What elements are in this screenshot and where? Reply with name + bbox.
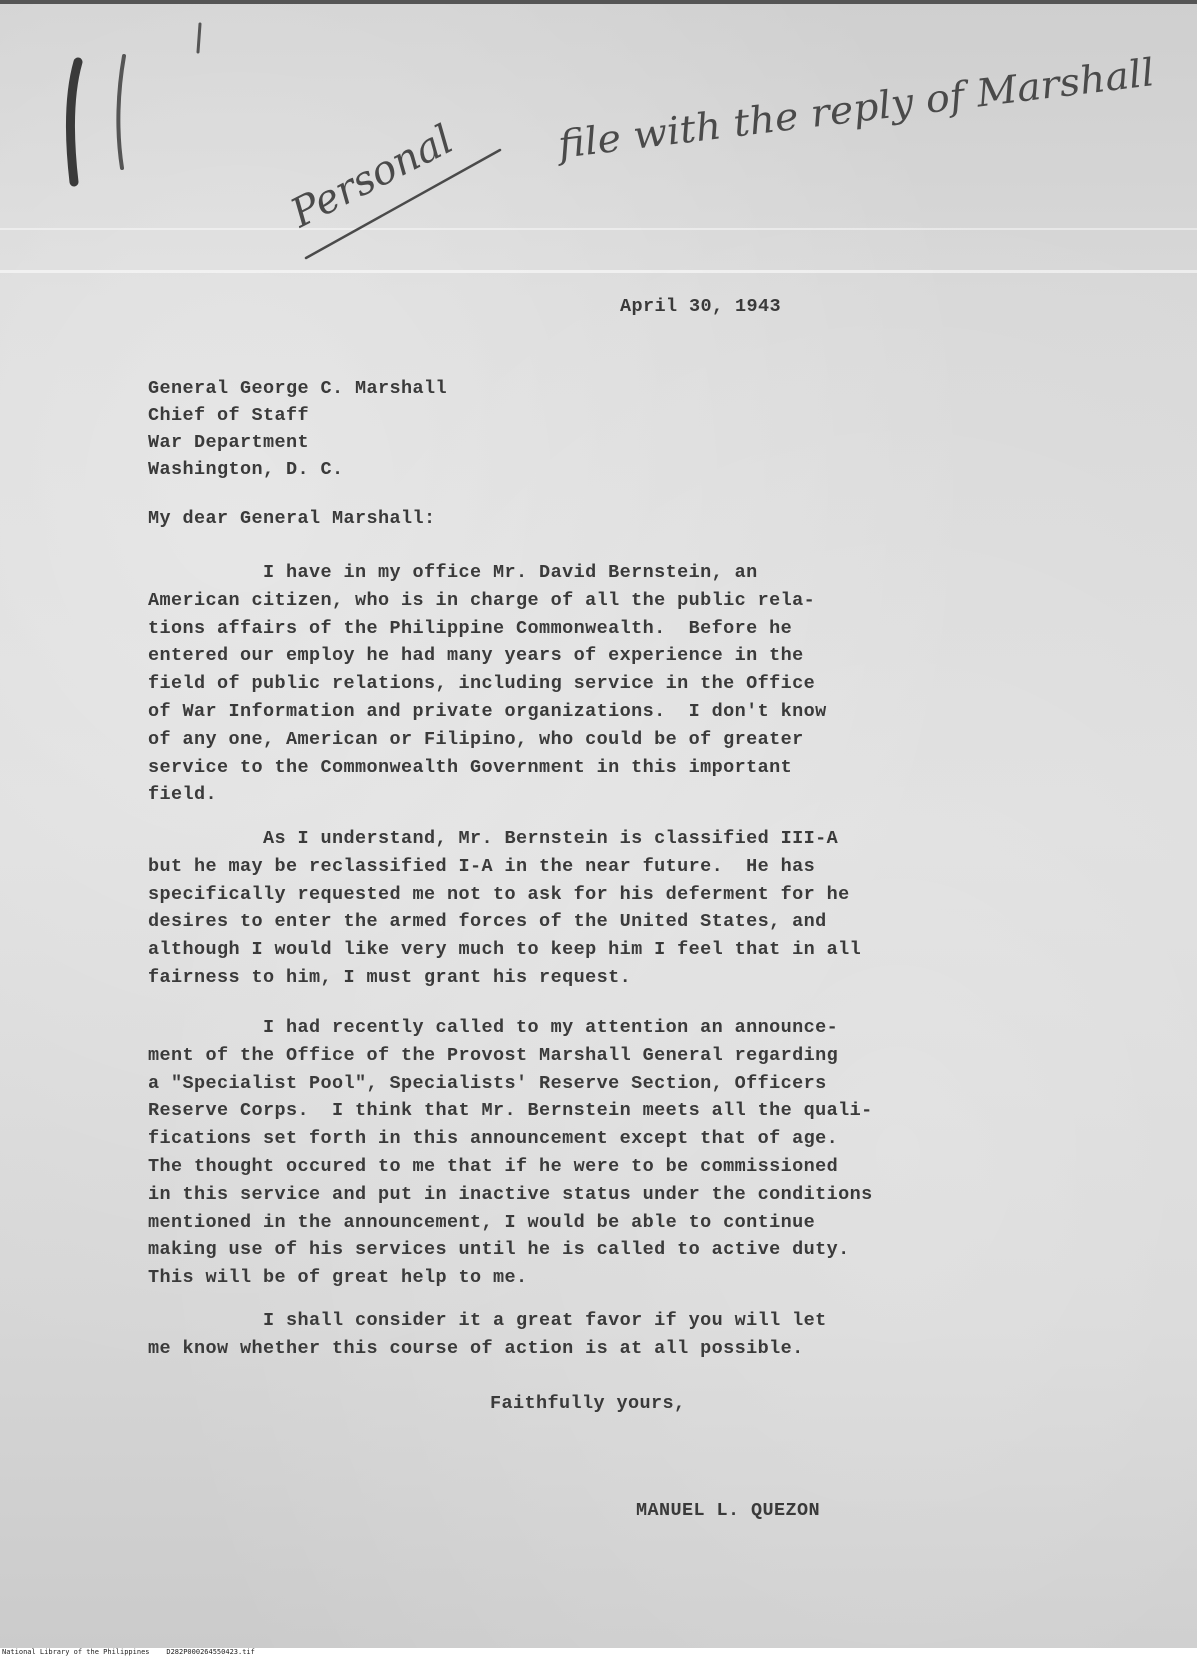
recipient-name: General George C. Marshall bbox=[148, 378, 448, 399]
bracket-tick bbox=[198, 24, 200, 52]
body-paragraph-2 bbox=[148, 828, 1008, 998]
body-text-line: entered our employ he had many years of experience in the bbox=[148, 645, 804, 667]
body-text-line: I shall consider it a great favor if you will let bbox=[148, 1310, 827, 1331]
body-text-line: The thought occured to me that if he were to be commissioned bbox=[148, 1156, 839, 1177]
handwritten-file-note: file with the reply of Marshall bbox=[555, 53, 1131, 167]
body-text-line: me know whether this course of action is at all possible. bbox=[148, 1337, 804, 1359]
body-text-line: of any one, American or Filipino, who could be of greater bbox=[148, 728, 804, 750]
body-text-line: desires to enter the armed forces of the United States, and bbox=[148, 911, 827, 933]
body-text-line: making use of his services until he is called to active duty. bbox=[148, 1239, 850, 1261]
body-text-line: tions affairs of the Philippine Commonwealth. Before he bbox=[148, 617, 793, 639]
body-text-line: I had recently called to my attention an announce- bbox=[148, 1017, 839, 1038]
body-text-line: although I would like very much to keep him I feel that in all bbox=[148, 939, 862, 961]
body-text-line: but he may be reclassified I-A in the near future. He has bbox=[148, 855, 816, 877]
body-paragraph-1 bbox=[148, 562, 1008, 812]
body-text-line: of War Information and private organizations. I don't know bbox=[148, 701, 827, 722]
body-text-line: a "Specialist Pool", Specialists' Reserve Section, Officers bbox=[148, 1072, 827, 1094]
body-text-line: This will be of great help to me. bbox=[148, 1267, 528, 1289]
recipient-city: Washington, D. C. bbox=[148, 459, 344, 480]
bracket-mark-left bbox=[71, 62, 78, 182]
body-text-line: service to the Commonwealth Government in this important bbox=[148, 756, 793, 778]
body-paragraph-4 bbox=[148, 1310, 1008, 1370]
salutation: My dear General Marshall: bbox=[148, 508, 436, 529]
recipient-title: Chief of Staff bbox=[148, 405, 310, 426]
body-text-line: ment of the Office of the Provost Marshall General regarding bbox=[148, 1044, 839, 1066]
handwritten-personal: Personal bbox=[283, 116, 461, 237]
body-text-line: specifically requested me not to ask for his deferment for he bbox=[148, 883, 850, 905]
body-text-line: fications set forth in this announcement except that of age. bbox=[148, 1128, 839, 1150]
body-text-line: As I understand, Mr. Bernstein is classified III-A bbox=[148, 828, 839, 849]
body-text-line: Reserve Corps. I think that Mr. Bernstein meets all the quali- bbox=[148, 1100, 873, 1122]
body-text-line: I have in my office Mr. David Bernstein, an bbox=[148, 562, 758, 583]
recipient-department: War Department bbox=[148, 432, 310, 453]
body-text-line: field of public relations, including service in the Office bbox=[148, 673, 816, 695]
closing: Faithfully yours, bbox=[490, 1393, 686, 1414]
body-text-line: field. bbox=[148, 784, 218, 806]
body-text-line: fairness to him, I must grant his request. bbox=[148, 967, 632, 988]
archive-caption: National Library of the Philippines D282P000264550423.tif bbox=[2, 1648, 255, 1656]
body-paragraph-3 bbox=[148, 1017, 1008, 1297]
bracket-mark-right bbox=[118, 56, 124, 168]
letter-date: April 30, 1943 bbox=[620, 296, 782, 317]
signature-name: MANUEL L. QUEZON bbox=[636, 1500, 821, 1521]
body-text-line: American citizen, who is in charge of all the public rela- bbox=[148, 589, 816, 611]
handwritten-annotation bbox=[0, 0, 1197, 280]
body-text-line: mentioned in the announcement, I would be able to continue bbox=[148, 1211, 816, 1233]
body-text-line: in this service and put in inactive status under the conditions bbox=[148, 1183, 873, 1205]
